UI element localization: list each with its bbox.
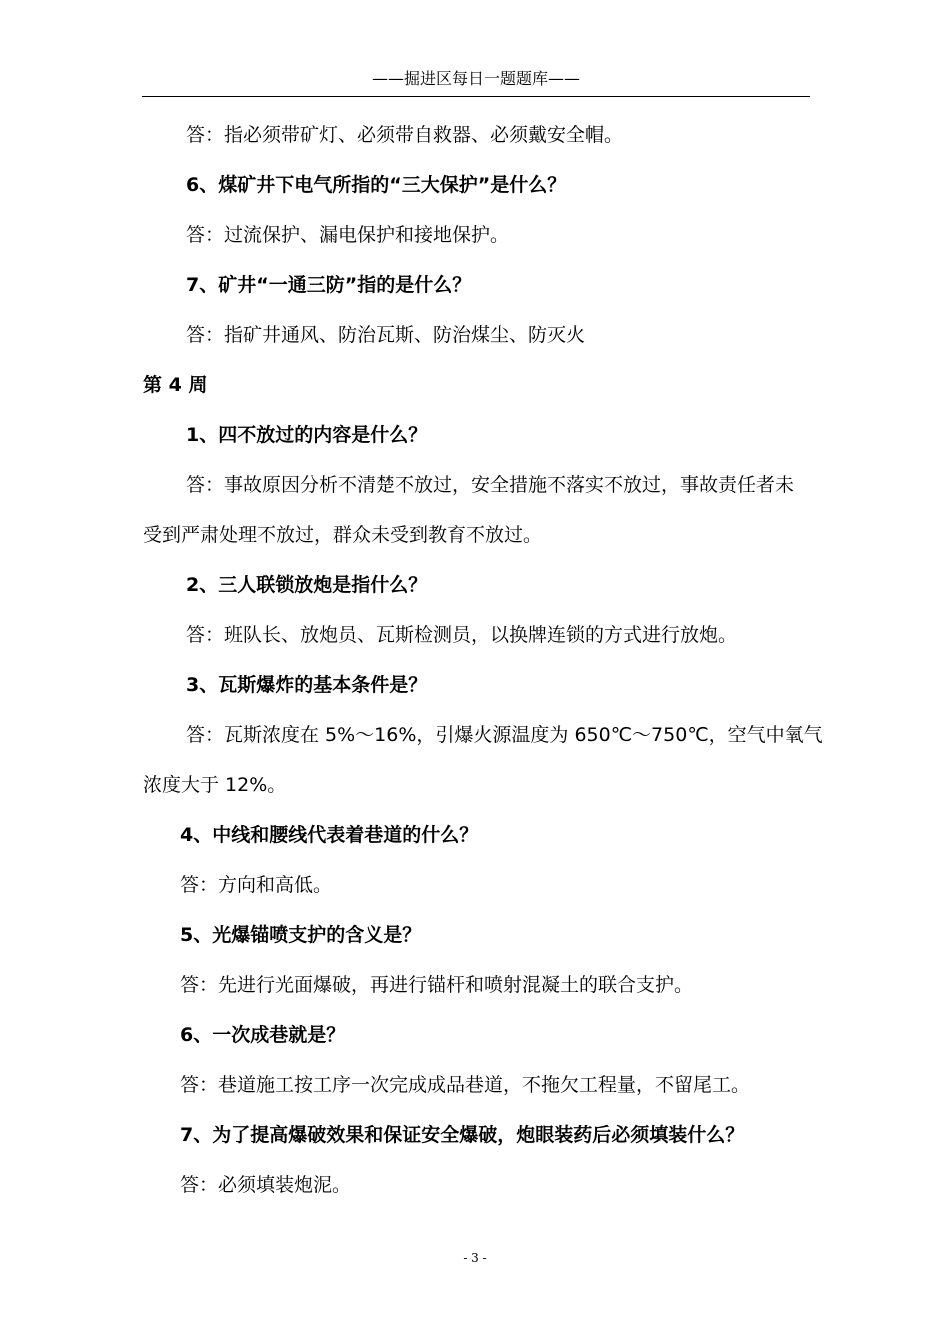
running-header: ——掘进区每日一题题库—— [371, 69, 580, 88]
answer-text-continued: 浓度大于 12%。 [143, 774, 287, 796]
question-heading: 5、光爆锚喷支护的含义是？ [180, 924, 422, 946]
answer-text: 答：瓦斯浓度在 5%～16%，引爆火源温度为 650℃～750℃，空气中氧气 [186, 724, 823, 746]
answer-text: 答：事故原因分析不清楚不放过，安全措施不落实不放过，事故责任者未 [186, 474, 795, 496]
answer-text: 答：巷道施工按工序一次完成成品巷道，不拖欠工程量，不留尾工。 [180, 1074, 751, 1096]
answer-text: 答：必须填装炮泥。 [180, 1174, 352, 1196]
answer-text-continued: 受到严肃处理不放过，群众未受到教育不放过。 [143, 524, 543, 546]
page-number: - 3 - [463, 1251, 487, 1265]
answer-text: 答：先进行光面爆破，再进行锚杆和喷射混凝土的联合支护。 [180, 974, 694, 996]
answer-text: 答：指矿井通风、防治瓦斯、防治煤尘、防灭火 [186, 324, 586, 346]
question-heading: 4、中线和腰线代表着巷道的什么？ [180, 824, 479, 846]
question-heading: 6、一次成巷就是？ [180, 1024, 346, 1046]
question-heading: 1、四不放过的内容是什么？ [186, 424, 428, 446]
answer-text: 答：指必须带矿灯、必须带自救器、必须戴安全帽。 [186, 124, 624, 146]
question-heading: 2、三人联锁放炮是指什么？ [186, 574, 428, 596]
question-heading: 7、矿井“一通三防”指的是什么？ [186, 274, 472, 296]
question-heading: 6、煤矿井下电气所指的“三大保护”是什么？ [186, 174, 567, 196]
question-heading: 3、瓦斯爆炸的基本条件是？ [186, 674, 428, 696]
answer-text: 答：过流保护、漏电保护和接地保护。 [186, 224, 510, 246]
week-heading: 第 4 周 [143, 374, 208, 396]
question-heading: 7、为了提高爆破效果和保证安全爆破，炮眼装药后必须填装什么？ [180, 1124, 745, 1146]
answer-text: 答：班队长、放炮员、瓦斯检测员，以换牌连锁的方式进行放炮。 [186, 624, 738, 646]
header-divider [142, 96, 810, 97]
answer-text: 答：方向和高低。 [180, 874, 333, 896]
